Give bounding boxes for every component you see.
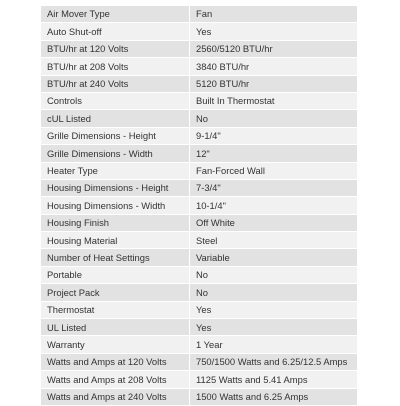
spec-row xyxy=(41,128,357,145)
spec-name: Portable xyxy=(41,267,190,284)
spec-name: UL Listed xyxy=(41,319,190,336)
spec-name: cUL Listed xyxy=(41,110,190,127)
spec-row xyxy=(41,93,357,110)
spec-row xyxy=(41,319,357,336)
spec-row xyxy=(41,197,357,214)
spec-row xyxy=(41,284,357,301)
spec-name: Controls xyxy=(41,93,190,110)
spec-row xyxy=(41,41,357,58)
spec-row xyxy=(41,215,357,232)
spec-value: 7-3/4" xyxy=(190,180,357,197)
spec-name: Warranty xyxy=(41,336,190,353)
spec-row xyxy=(41,163,357,180)
spec-row xyxy=(41,267,357,284)
spec-row xyxy=(41,145,357,162)
spec-name: Grille Dimensions - Width xyxy=(41,145,190,162)
spec-value: Yes xyxy=(190,302,357,319)
spec-row xyxy=(41,354,357,371)
spec-value: 1125 Watts and 5.41 Amps xyxy=(190,371,357,388)
spec-value: Fan-Forced Wall xyxy=(190,163,357,180)
spec-value: Off White xyxy=(190,215,357,232)
spec-table-body xyxy=(41,6,357,406)
spec-name: BTU/hr at 120 Volts xyxy=(41,41,190,58)
spec-value: Yes xyxy=(190,23,357,40)
spec-value: No xyxy=(190,284,357,301)
spec-name: Housing Dimensions - Height xyxy=(41,180,190,197)
spec-row xyxy=(41,336,357,353)
spec-name: BTU/hr at 240 Volts xyxy=(41,76,190,93)
spec-name: Watts and Amps at 120 Volts xyxy=(41,354,190,371)
spec-row xyxy=(41,371,357,388)
spec-value: 2560/5120 BTU/hr xyxy=(190,41,357,58)
spec-value: Steel xyxy=(190,232,357,249)
spec-value: 3840 BTU/hr xyxy=(190,58,357,75)
spec-value: 750/1500 Watts and 6.25/12.5 Amps xyxy=(190,354,357,371)
spec-value: Built In Thermostat xyxy=(190,93,357,110)
spec-name: Housing Finish xyxy=(41,215,190,232)
spec-value: 12" xyxy=(190,145,357,162)
spec-value: 5120 BTU/hr xyxy=(190,76,357,93)
spec-value: 1 Year xyxy=(190,336,357,353)
spec-value: No xyxy=(190,267,357,284)
spec-row xyxy=(41,180,357,197)
spec-name: Auto Shut-off xyxy=(41,23,190,40)
spec-row xyxy=(41,6,357,23)
spec-value: 10-1/4" xyxy=(190,197,357,214)
spec-name: Air Mover Type xyxy=(41,6,190,23)
spec-name: Housing Dimensions - Width xyxy=(41,197,190,214)
spec-table xyxy=(41,6,357,406)
spec-row xyxy=(41,249,357,266)
spec-row xyxy=(41,302,357,319)
spec-row xyxy=(41,110,357,127)
spec-row xyxy=(41,76,357,93)
spec-row xyxy=(41,23,357,40)
spec-value: No xyxy=(190,110,357,127)
spec-value: Fan xyxy=(190,6,357,23)
spec-name: BTU/hr at 208 Volts xyxy=(41,58,190,75)
spec-name: Heater Type xyxy=(41,163,190,180)
spec-name: Watts and Amps at 240 Volts xyxy=(41,389,190,406)
spec-value: Yes xyxy=(190,319,357,336)
spec-name: Thermostat xyxy=(41,302,190,319)
spec-row xyxy=(41,58,357,75)
spec-name: Housing Material xyxy=(41,232,190,249)
spec-row xyxy=(41,232,357,249)
spec-value: Variable xyxy=(190,249,357,266)
spec-name: Project Pack xyxy=(41,284,190,301)
spec-name: Number of Heat Settings xyxy=(41,249,190,266)
spec-row xyxy=(41,389,357,406)
spec-value: 9-1/4" xyxy=(190,128,357,145)
spec-value: 1500 Watts and 6.25 Amps xyxy=(190,389,357,406)
spec-name: Watts and Amps at 208 Volts xyxy=(41,371,190,388)
spec-name: Grille Dimensions - Height xyxy=(41,128,190,145)
